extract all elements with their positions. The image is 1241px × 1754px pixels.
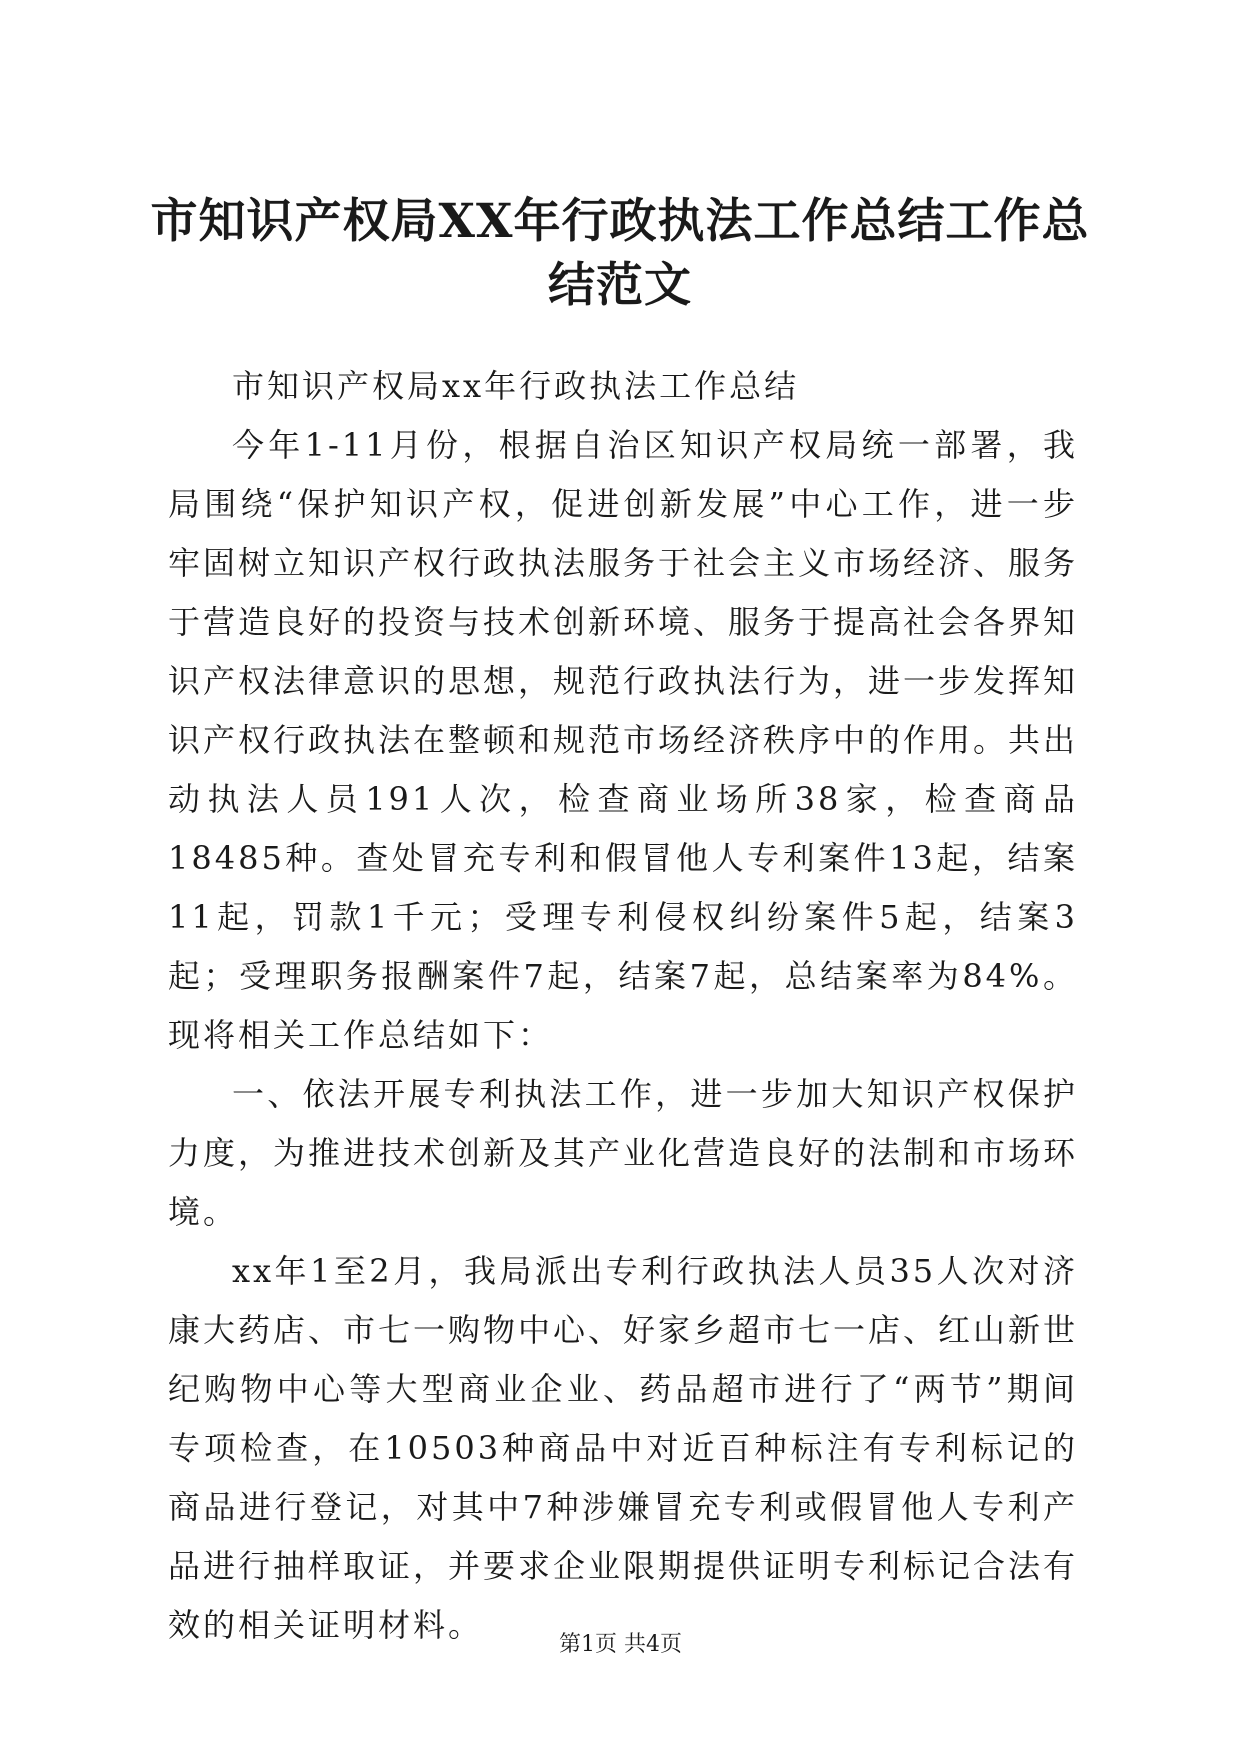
paragraph-inspection: xx年1至2月，我局派出专利行政执法人员35人次对济康大药店、市七一购物中心、好家乡超市七一店、红山新世纪购物中心等大型商业企业、药品超市进行了“两节”期间专项检查，在10503种商品中对近百种标注有专利标记的商品进行登记，对其中7种涉嫌冒充专利或假冒他人专利产品进行抽样取证，并要求企业限期提供证明专利标记合法有效的相关证明材料。: [168, 1252, 1079, 1644]
paragraph-intro: 今年1-11月份，根据自治区知识产权局统一部署，我局围绕“保护知识产权，促进创新发展”中心工作，进一步牢固树立知识产权行政执法服务于社会主义市场经济、服务于营造良好的投资与技术创新环境、服务于提高社会各界知识产权法律意识的思想，规范行政执法行为，进一步发挥知识产权行政执法在整顿和规范市场经济秩序中的作用。共出动执法人员191人次，检查商业场所38家，检查商品18485种。查处冒充专利和假冒他人专利案件13起，结案11起，罚款1千元；受理专利侵权纠纷案件5起，结案3起；受理职务报酬案件7起，结案7起，总结案率为84%。现将相关工作总结如下：: [168, 426, 1079, 1054]
paragraph-section-heading: 一、依法开展专利执法工作，进一步加大知识产权保护力度，为推进技术创新及其产业化营造良好的法制和市场环境。: [168, 1075, 1079, 1231]
paragraph-subtitle: 市知识产权局xx年行政执法工作总结: [232, 367, 800, 405]
document-title: 市知识产权局XX年行政执法工作总结工作总结范文: [150, 194, 1090, 313]
page-number-label: 第1页 共4页: [559, 1632, 682, 1657]
page-footer: [0, 1630, 1241, 1660]
document-body: [168, 357, 1078, 1655]
